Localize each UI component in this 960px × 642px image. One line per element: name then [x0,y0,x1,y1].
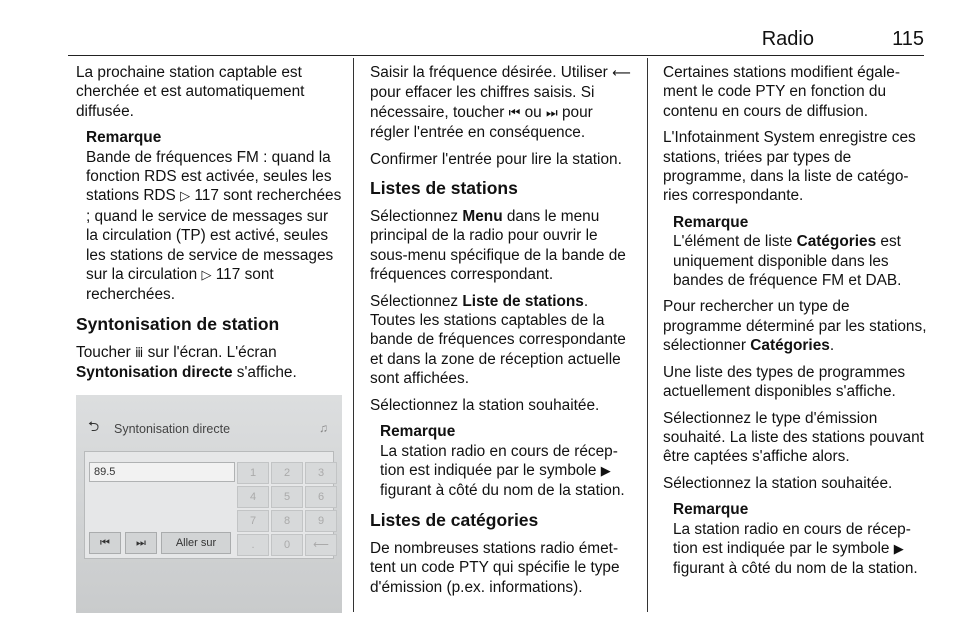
figure-title-bar [84,417,334,439]
play-icon: ▶ [893,541,904,557]
column-divider-2 [647,58,648,612]
aller-sur-button: Aller sur [161,532,231,554]
column-1 [76,63,342,613]
paragraph: Saisir la fréquence désirée. Utiliser ⟵ pour effacer les chiffres saisis. Si nécessaire, toucher ⏮ ou ⏭ pour régler l'entrée en conséquence. [370,64,631,142]
key-3: 3 [305,462,337,484]
key-9: 9 [305,510,337,532]
page-ref-icon: ▷ [180,189,191,205]
key-dot: . [237,534,269,556]
key-8: 8 [271,510,303,532]
note: Remarque La station radio en cours de réception est indiquée par le symbole ▶ figurant à côté du nom de la station. [663,500,927,579]
key-5: 5 [271,486,303,508]
paragraph: Pour rechercher un type de programme déterminé par les stations, sélectionner Catégories. [663,298,927,355]
page-ref: 117 [215,266,241,284]
figure-panel [84,451,334,559]
key-1: 1 [237,462,269,484]
heading: Syntonisation de station [76,313,280,334]
music-icon: ♫ [319,420,328,435]
page-ref-icon: ▷ [201,268,212,284]
key-4: 4 [237,486,269,508]
prev-icon: ⏮ [89,532,121,554]
note-title: Remarque [86,129,162,147]
page-number: 115 [892,28,924,50]
paragraph: Toucher ⅲ sur l'écran. L'écran Syntonisation directe s'affiche. [76,343,297,382]
paragraph: La prochaine station captable est cherchée et est automatiquement diffusée. [76,64,305,120]
paragraph: Sélectionnez le type d'émission souhaité. La liste des stations pouvant être captées s'affiche alors. [663,409,924,466]
heading: Listes de stations [370,178,518,199]
paragraph: Sélectionnez la station souhaitée. [370,396,600,414]
tune-icon: ⅲ [135,345,144,361]
paragraph: Confirmer l'entrée pour lire la station. [370,150,622,168]
screenshot-figure [76,395,342,613]
column-3 [663,63,927,586]
figure-title: Syntonisation directe [114,421,231,436]
section-title: Radio [761,28,814,50]
paragraph: Sélectionnez Liste de stations. Toutes les stations captables de la bande de fréquences correspondante et dans la zone de réception actuelle sont affichées. [370,292,626,388]
play-icon: ▶ [600,463,611,479]
note: Remarque Bande de fréquences FM : quand la fonction RDS est activée, seules les stations RDS ▷ 117 sont recherchées ; quand le service de messages sur la circulation (TP) est activé, seules les stations de service de messages sur la circulation ▷ 117 sont recherchées. [86,129,342,304]
paragraph: Sélectionnez Menu dans le menu principal de la radio pour ouvrir le sous-menu spécifique de la bande de fréquences correspondant. [370,208,626,284]
key-0: 0 [271,534,303,556]
key-backspace: ⟵ [305,534,337,556]
frequency-input: 89.5 [89,462,235,482]
backspace-icon: ⟵ [612,66,631,81]
paragraph: De nombreuses stations radio émettent un code PTY qui spécifie le type d'émission (p.ex. informations). [370,539,620,596]
paragraph: Une liste des types de programmes actuellement disponibles s'affiche. [663,363,906,401]
note-title: Remarque [380,423,456,441]
paragraph: Certaines stations modifient également le code PTY en fonction du contenu en cours de diffusion. [663,64,900,120]
back-arrow-icon: ⮌ [88,417,100,434]
page-header [68,28,924,54]
next-icon: ⏭ [125,532,157,554]
note: Remarque L'élément de liste Catégories est uniquement disponible dans les bandes de fréquence FM et DAB. [663,213,927,291]
key-7: 7 [237,510,269,532]
note-title: Remarque [673,501,749,519]
next-icon: ⏭ [545,105,558,121]
prev-icon: ⏮ [508,105,521,121]
column-2 [370,63,632,604]
key-2: 2 [271,462,303,484]
note: Remarque La station radio en cours de réception est indiquée par le symbole ▶ figurant à côté du nom de la station. [370,422,632,501]
header-rule [68,55,924,56]
note-title: Remarque [673,213,749,231]
key-6: 6 [305,486,337,508]
paragraph: L'Infotainment System enregistre ces stations, triées par types de programme, dans la liste de catégories correspondante. [663,129,916,205]
paragraph: Sélectionnez la station souhaitée. [663,474,893,492]
heading: Listes de catégories [370,509,539,530]
column-divider-1 [353,58,354,612]
page-ref: 117 [194,187,219,205]
